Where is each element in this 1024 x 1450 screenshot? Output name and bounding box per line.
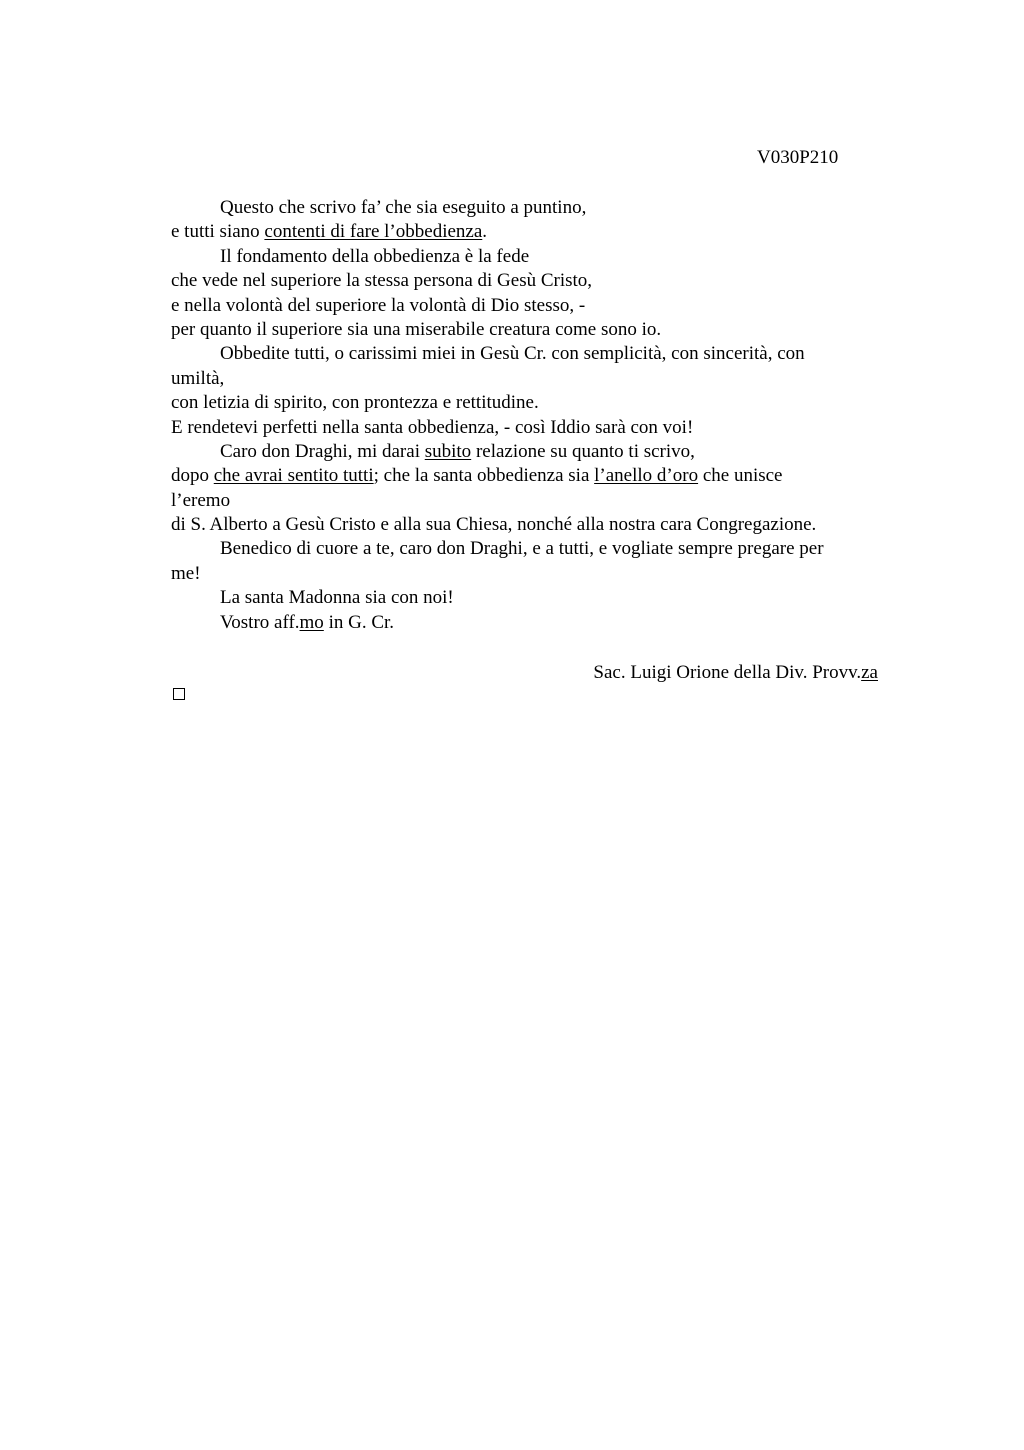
letter-line: Questo che scrivo fa’ che sia eseguito a puntino, [220, 197, 587, 218]
signature-suffix: za [861, 662, 878, 683]
checkbox-icon [173, 688, 185, 700]
underlined-text: mo [299, 611, 324, 633]
letter-line: Vostro aff.mo in G. Cr. [220, 611, 395, 633]
letter-line: me! [171, 562, 201, 584]
letter-line: e nella volontà del superiore la volontà di Dio stesso, - [171, 294, 586, 316]
letter-line: e tutti siano contenti di fare l’obbedienza. [171, 221, 488, 243]
signature: Sac. Luigi Orione della Div. Provv.za [593, 662, 878, 683]
letter-line: che vede nel superiore la stessa persona di Gesù Cristo, [171, 270, 593, 292]
letter-line: per quanto il superiore sia una miserabile creatura come sono io. [171, 318, 662, 340]
letter-line: Benedico di cuore a te, caro don Draghi, e a tutti, e vogliate sempre pregare per [220, 538, 824, 560]
letter-line: umiltà, [171, 367, 225, 389]
page-id: V030P210 [757, 147, 839, 168]
letter-line: E rendetevi perfetti nella santa obbedienza, - così Iddio sarà con voi! [171, 416, 694, 438]
letter-line: con letizia di spirito, con prontezza e rettitudine. [171, 392, 539, 414]
letter-body [171, 196, 891, 635]
letter-line: dopo che avrai sentito tutti; che la santa obbedienza sia l’anello d’oro che unisce [171, 465, 783, 487]
underlined-text: subito [424, 440, 472, 462]
letter-line: La santa Madonna sia con noi! [220, 587, 454, 609]
letter-line: Il fondamento della obbedienza è la fede [220, 245, 530, 267]
letter-line: di S. Alberto a Gesù Cristo e alla sua Chiesa, nonché alla nostra cara Congregazione. [171, 514, 817, 536]
letter-line: Obbedite tutti, o carissimi miei in Gesù Cr. con semplicità, con sincerità, con [220, 343, 805, 365]
underlined-text: che avrai sentito tutti [213, 465, 374, 487]
underlined-text: l’anello d’oro [594, 465, 699, 487]
underlined-text: contenti di fare l’obbedienza [264, 221, 483, 243]
letter-line: l’eremo [171, 489, 231, 511]
letter-line: Caro don Draghi, mi darai subito relazione su quanto ti scrivo, [220, 440, 695, 462]
